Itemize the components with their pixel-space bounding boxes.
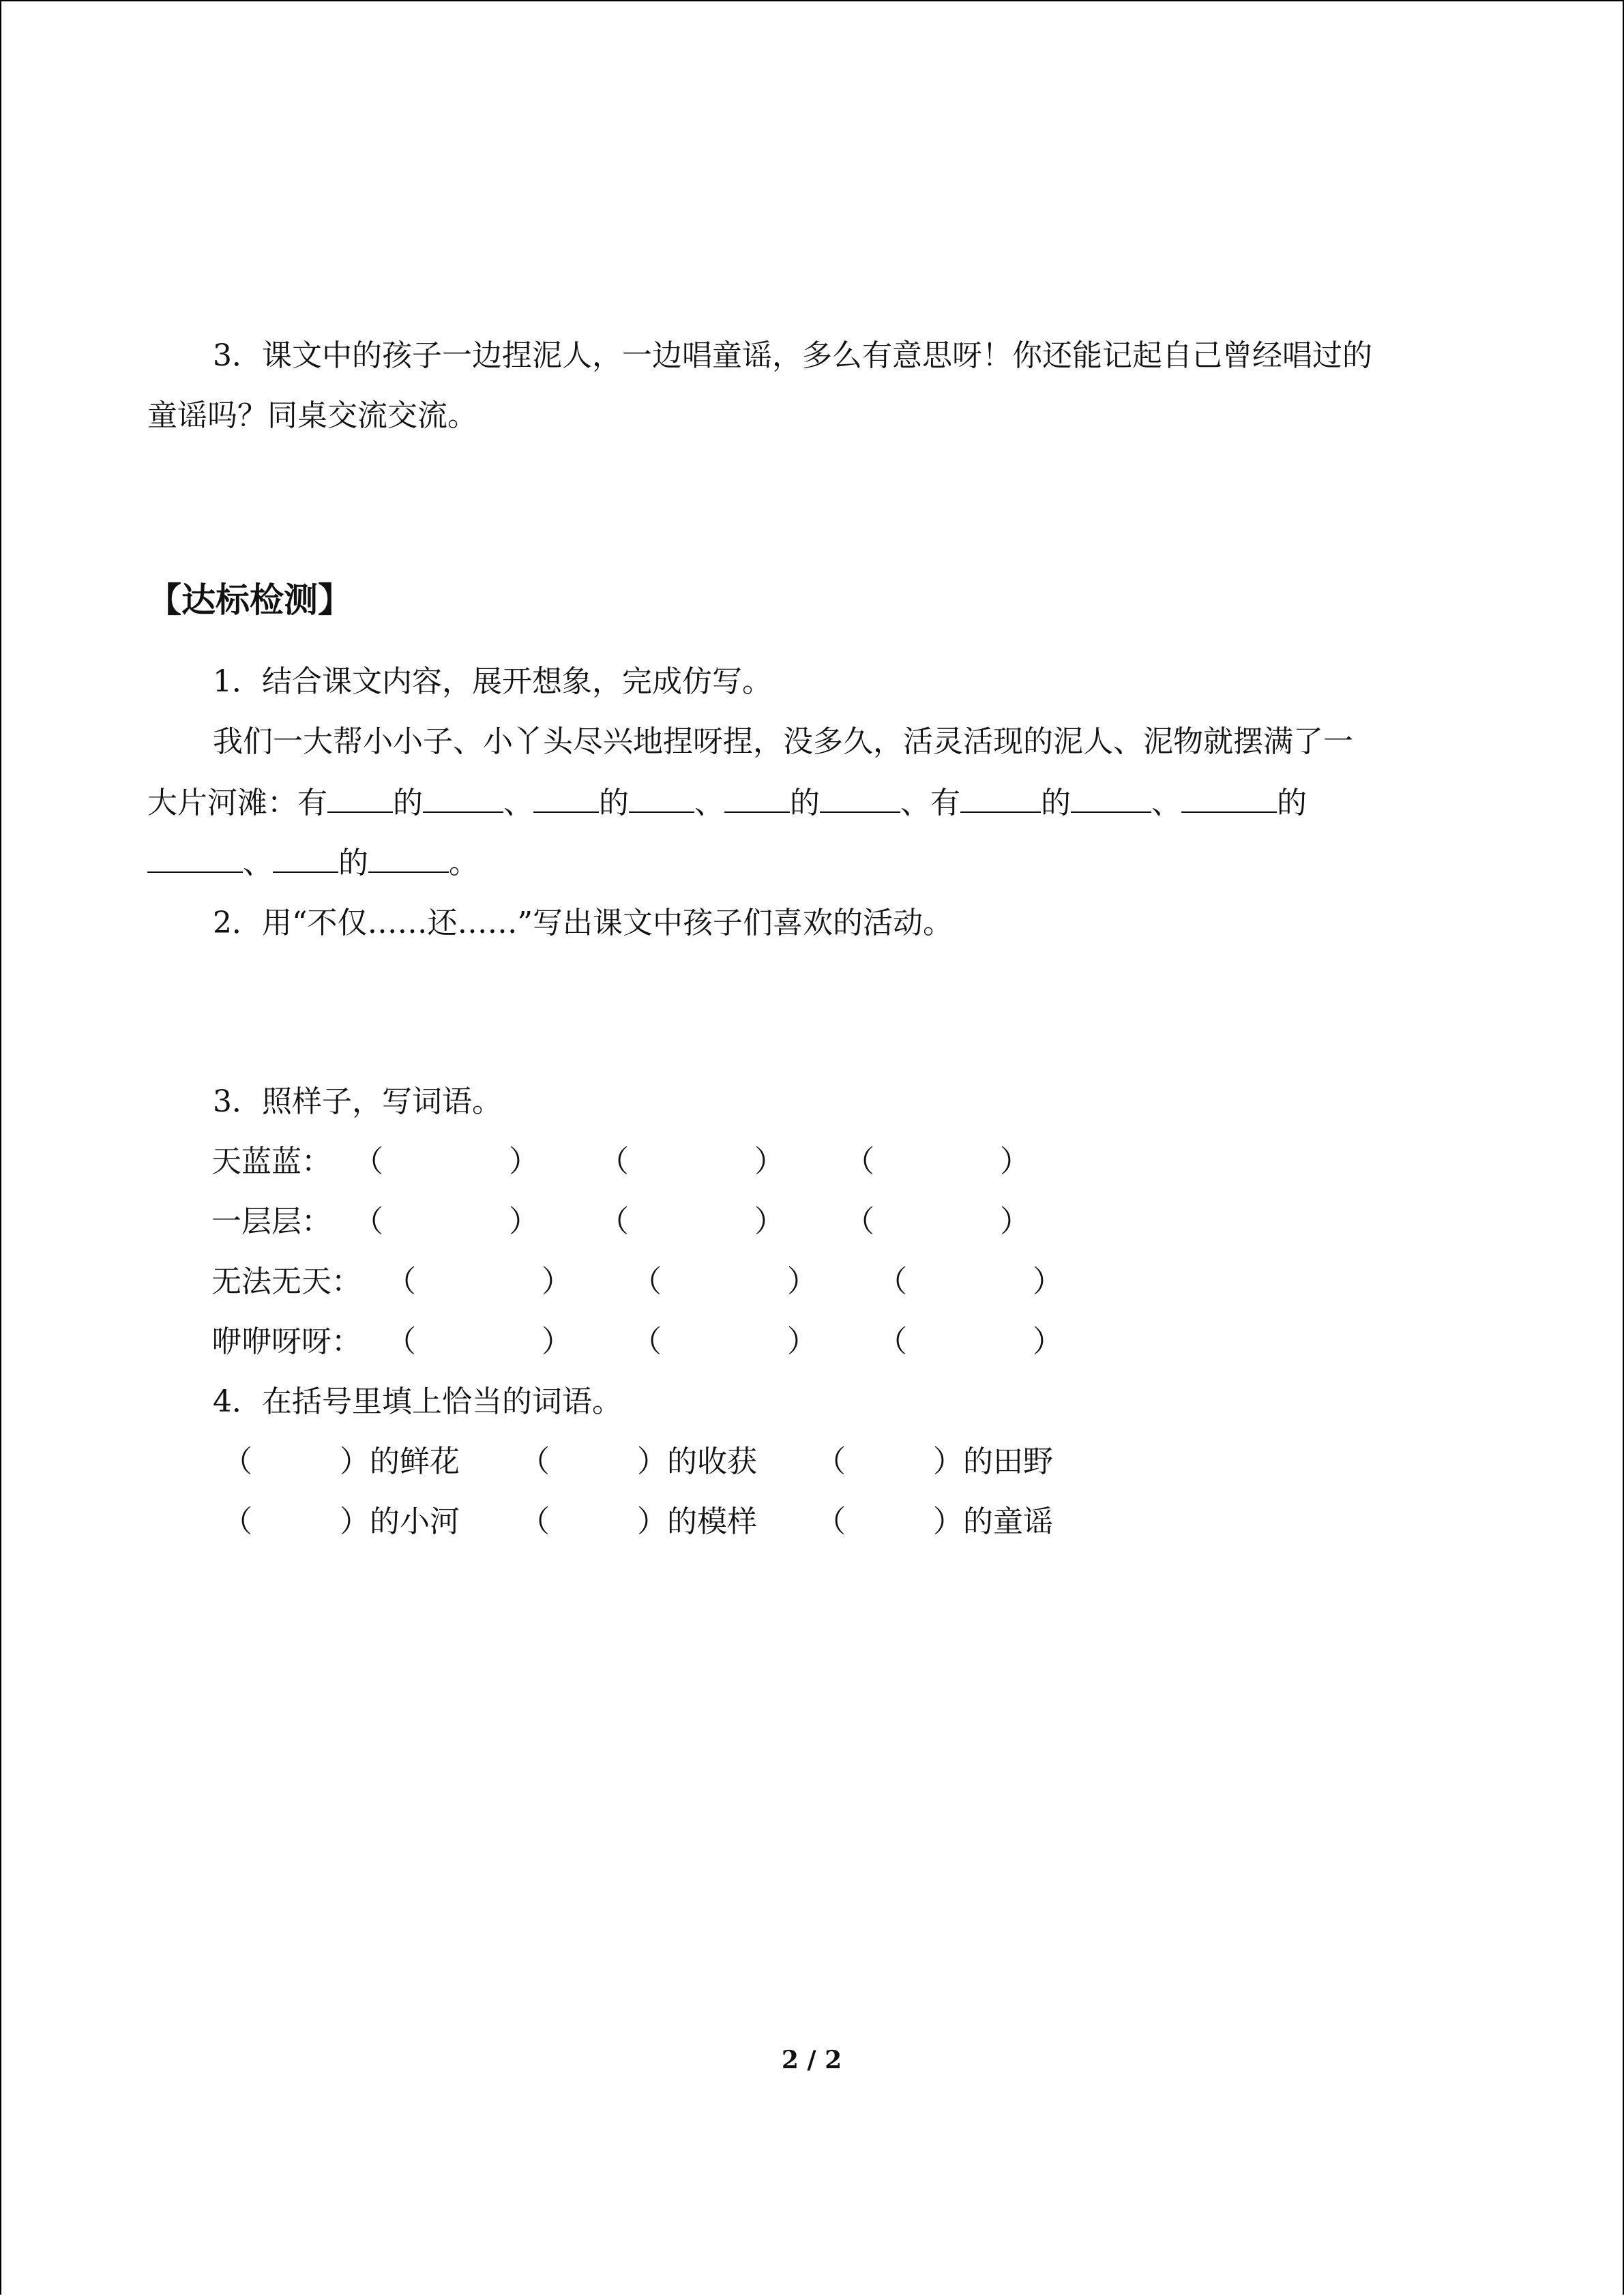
paren-open[interactable]: （ — [222, 1504, 252, 1539]
q3-row-4: 咿咿呀呀： （ ） （ ） （ ） — [211, 1322, 1132, 1362]
blank[interactable] — [724, 781, 790, 813]
paren-open[interactable]: （ — [632, 1264, 662, 1299]
prev-q3-line2: 童谣吗？同桌交流交流。 — [147, 398, 477, 433]
blank[interactable] — [327, 781, 393, 813]
q3-title: 3．照样子，写词语。 — [213, 1084, 502, 1119]
blank[interactable] — [533, 781, 599, 813]
paren-open[interactable]: （ — [353, 1204, 383, 1239]
q3-row-3: 无法无天： （ ） （ ） （ ） — [211, 1262, 1132, 1302]
paren-open[interactable]: （ — [599, 1144, 629, 1179]
paren-open[interactable]: （ — [386, 1264, 416, 1299]
blank[interactable] — [1071, 781, 1151, 813]
paren-open[interactable]: （ — [816, 1444, 846, 1479]
page-number: 2 / 2 — [781, 2046, 842, 2074]
blank[interactable] — [273, 841, 338, 873]
blank[interactable] — [1181, 781, 1277, 813]
paren-open[interactable]: （ — [877, 1264, 907, 1299]
q4-title: 4．在括号里填上恰当的词语。 — [213, 1384, 622, 1419]
paren-open[interactable]: （ — [844, 1204, 874, 1239]
blank[interactable] — [629, 781, 694, 813]
q1-title: 1．结合课文内容，展开想象，完成仿写。 — [213, 664, 772, 699]
q1-line3: 、 的 。 — [147, 841, 479, 884]
paren-open[interactable]: （ — [386, 1324, 416, 1359]
q3-row-2: 一层层： （ ） （ ） （ ） — [211, 1202, 1098, 1242]
q2-title: 2．用“不仅……还……”写出课文中孩子们喜欢的活动。 — [213, 906, 953, 940]
blank[interactable] — [960, 781, 1041, 813]
paren-open[interactable]: （ — [222, 1444, 252, 1479]
paren-open[interactable]: （ — [353, 1144, 383, 1179]
paren-open[interactable]: （ — [520, 1444, 550, 1479]
paren-open[interactable]: （ — [844, 1144, 874, 1179]
q4-row-2: （ ）的小河 （ ）的模样 （ ）的童谣 — [222, 1502, 1109, 1542]
prev-q3-line1: 3．课文中的孩子一边捏泥人，一边唱童谣，多么有意思呀！你还能记起自己曾经唱过的 — [213, 338, 1372, 373]
q4-row-1: （ ）的鲜花 （ ）的收获 （ ）的田野 — [222, 1442, 1109, 1482]
paren-open[interactable]: （ — [632, 1324, 662, 1359]
blank[interactable] — [147, 841, 243, 873]
blank[interactable] — [820, 781, 900, 813]
blank[interactable] — [423, 781, 503, 813]
paren-open[interactable]: （ — [816, 1504, 846, 1539]
q1-line1: 我们一大帮小小子、小丫头尽兴地捏呀捏，没多久，活灵活现的泥人、泥物就摆满了一 — [213, 724, 1353, 759]
paren-open[interactable]: （ — [877, 1324, 907, 1359]
blank[interactable] — [368, 841, 449, 873]
paren-open[interactable]: （ — [520, 1504, 550, 1539]
section-heading: 【达标检测】 — [147, 580, 352, 620]
q3-row-1: 天蓝蓝： （ ） （ ） （ ） — [211, 1142, 1098, 1182]
q1-line2: 大片河滩：有 的 、 的 、 的 、有 的 、 的 — [147, 781, 1307, 824]
paren-open[interactable]: （ — [599, 1204, 629, 1239]
